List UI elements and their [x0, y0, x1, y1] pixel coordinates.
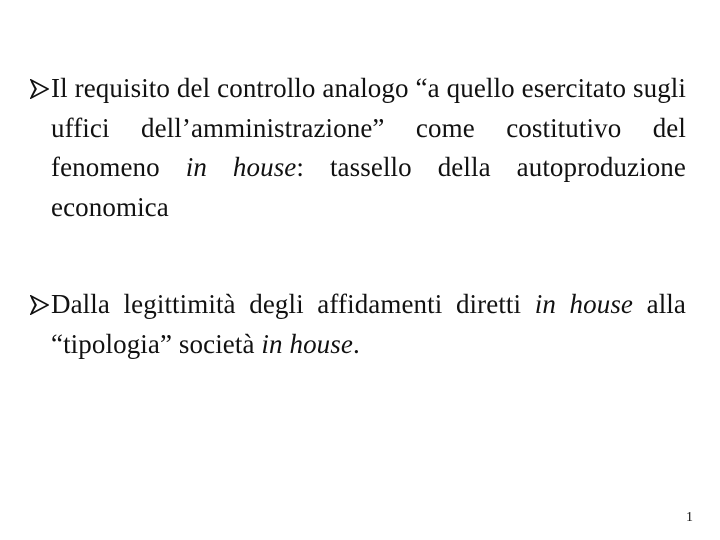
bullet-text-part: Il requisito del controllo analogo “a quello esercitato sugli uffici dell’amministrazione” come costitutivo del fenomeno [51, 73, 686, 182]
bullet-text-part: . [352, 328, 360, 359]
italic-term: in house [261, 328, 353, 359]
bullet-item [30, 69, 686, 227]
page-number: 1 [686, 510, 693, 525]
italic-term: in house [534, 289, 634, 319]
bullet-text [51, 285, 686, 364]
arrow-bullet-icon [30, 285, 51, 325]
bullet-text-part: : tassello della autoproduzione economica [51, 152, 686, 222]
arrow-bullet-icon [30, 69, 51, 109]
bullet-text-part: alla “tipologia” società [51, 289, 686, 359]
bullet-text-part: Dalla legittimità degli affidamenti diretti [51, 289, 535, 319]
italic-term: in house [185, 152, 297, 182]
bullet-item [30, 285, 686, 364]
bullet-text [51, 69, 686, 227]
